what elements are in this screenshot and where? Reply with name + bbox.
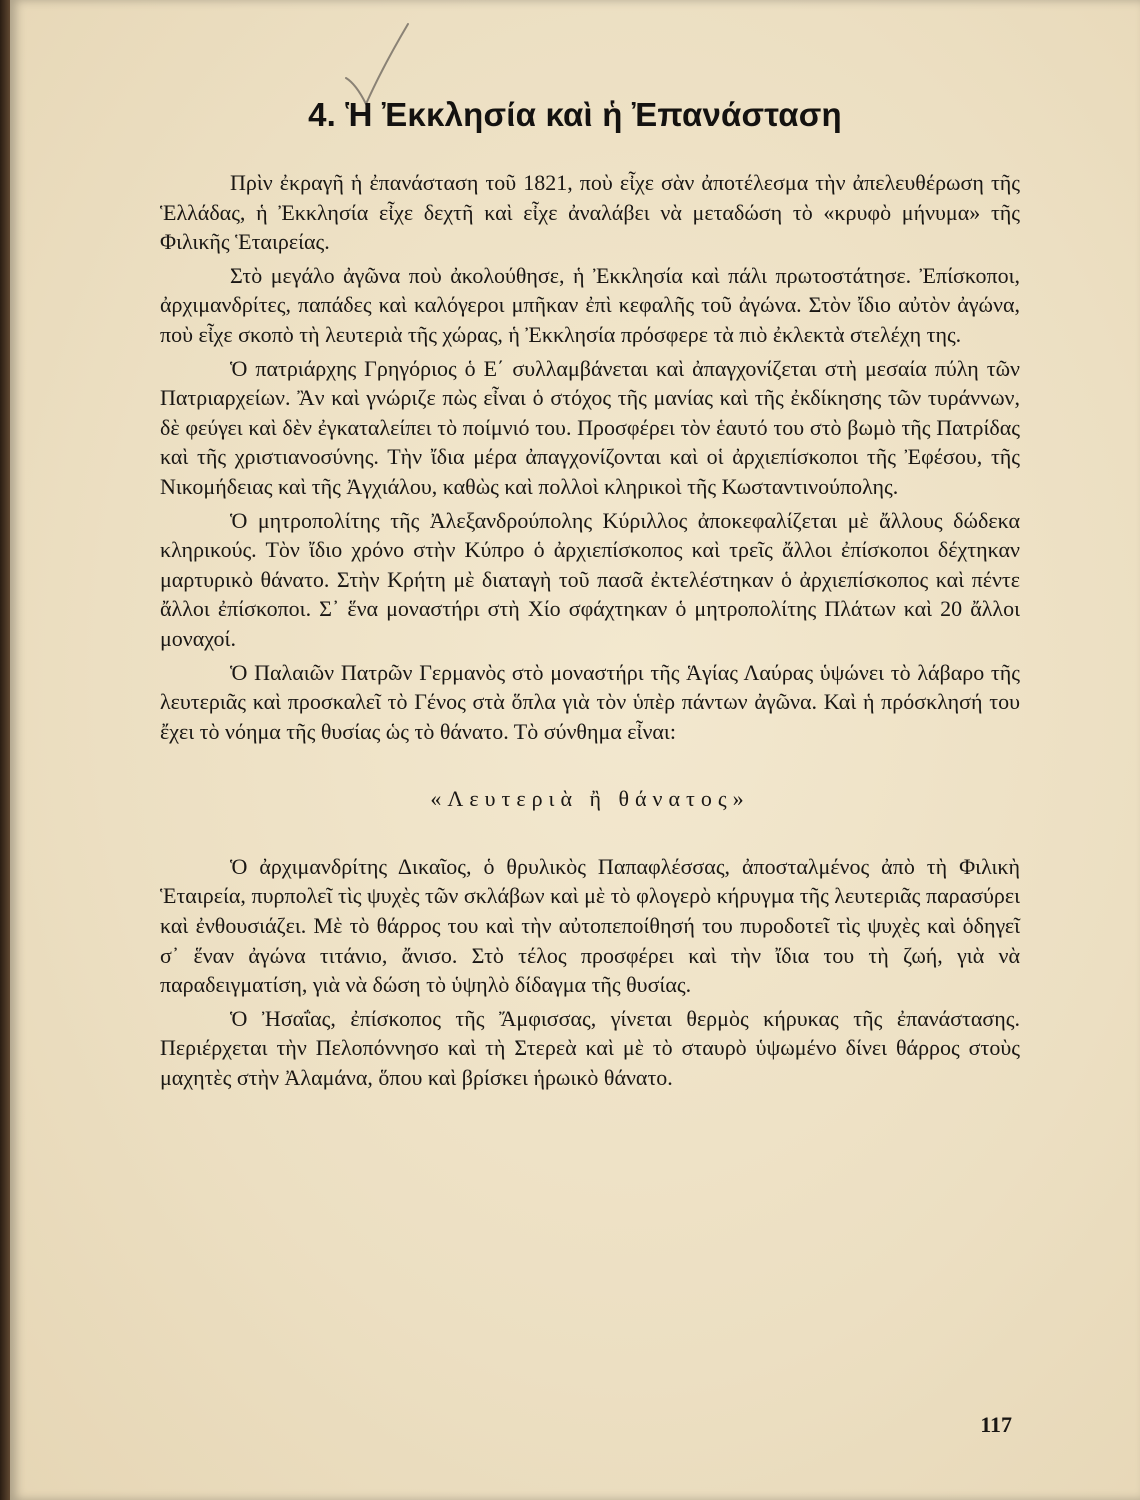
paragraph-7: Ὁ Ἠσαΐας, ἐπίσκοπος τῆς Ἄμφισσας, γίνεται θερμὸς κήρυκας τῆς ἐπανάστασης. Περιέρχεται τὴν Πελοπόννησο καὶ τὴ Στερεὰ καὶ μὲ τὸ σταυρὸ ὑψωμένο δίνει θάρρος στοὺς μαχητὲς στὴν Ἀλαμάνα, ὅπου καὶ βρίσκει ἡρωικὸ θάνατο. xyxy=(160,1005,1020,1091)
motto-line: «Λευτεριὰ ἢ θάνατος» xyxy=(430,786,750,812)
paragraph-4: Ὁ μητροπολίτης τῆς Ἀλεξανδρούπολης Κύριλλος ἀποκεφαλίζεται μὲ ἄλλους δώδεκα κληρικούς. Τὸν ἴδιο χρόνο στὴν Κύπρο ὁ ἀρχιεπίσκοπος καὶ τρεῖς ἄλλοι ἐπίσκοποι δέχτηκαν μαρτυρικὸ θάνατο. Στὴν Κρήτη μὲ διαταγὴ τοῦ πασᾶ ἐκτελέστηκαν ὁ ἀρχιεπίσκοπος καὶ πέντε ἄλλοι ἐπίσκοποι. Σ᾽ ἕνα μοναστήρι στὴ Χίο σφάχτηκαν ὁ μητροπολίτης Πλάτων καὶ 20 ἄλλοι μοναχοί. xyxy=(160,507,1020,651)
paragraph-2: Στὸ μεγάλο ἀγῶνα ποὺ ἀκολούθησε, ἡ Ἐκκλησία καὶ πάλι πρωτοστάτησε. Ἐπίσκοποι, ἀρχιμανδρίτες, παπάδες καὶ καλόγεροι μπῆκαν ἐπὶ κεφαλῆς τοῦ ἀγώνα. Στὸν ἴδιο αὐτὸν ἀγώνα, ποὺ εἶχε σκοπὸ τὴ λευτεριὰ τῆς χώρας, ἡ Ἐκκλησία πρόσφερε τὰ πιὸ ἐκλεκτὰ στελέχη της. xyxy=(160,262,1020,347)
body-text xyxy=(160,168,1020,1097)
paragraph-3: Ὁ πατριάρχης Γρηγόριος ὁ Ε΄ συλλαμβάνεται καὶ ἀπαγχονίζεται στὴ μεσαία πύλη τῶν Πατριαρχείων. Ἂν καὶ γνώριζε πὼς εἶναι ὁ στόχος τῆς μανίας καὶ τῆς ἐκδίκησης τῶν τυράννων, δὲ φεύγει καὶ δὲν ἐγκαταλείπει τὸ ποίμνιό του. Προσφέρει τὸν ἑαυτό του στὸ βωμὸ τῆς Πατρίδας καὶ τῆς χριστιανοσύνης. Τὴν ἴδια μέρα ἀπαγχονίζονται καὶ οἱ ἀρχιεπίσκοποι τῆς Ἐφέσου, τῆς Νικομήδειας καὶ τῆς Ἀγχιάλου, καθὼς καὶ πολλοὶ κληρικοὶ τῆς Κωσταντινούπολης. xyxy=(160,355,1020,499)
paragraph-6: Ὁ ἀρχιμανδρίτης Δικαῖος, ὁ θρυλικὸς Παπαφλέσσας, ἀποσταλμένος ἀπὸ τὴ Φιλικὴ Ἑταιρεία, πυρπολεῖ τὶς ψυχὲς τῶν σκλάβων καὶ μὲ τὸ φλογερὸ κήρυγμα τῆς λευτεριᾶς παρασύρει καὶ ἐνθουσιάζει. Μὲ τὸ θάρρος του καὶ τὴν αὐτοπεποίθησή του πυροδοτεῖ τὶς ψυχὲς καὶ ὁδηγεῖ σ᾽ ἕναν ἀγώνα τιτάνιο, ἄνισο. Στὸ τέλος προσφέρει καὶ τὴν ἴδια του τὴ ζωή, γιὰ νὰ παραδειγματίση, γιὰ νὰ δώση τὸ ὑψηλὸ δίδαγμα τῆς θυσίας. xyxy=(160,853,1020,998)
paragraph-5: Ὁ Παλαιῶν Πατρῶν Γερμανὸς στὸ μοναστήρι τῆς Ἁγίας Λαύρας ὑψώνει τὸ λάβαρο τῆς λευτεριᾶς καὶ προσκαλεῖ τὸ Γένος στὰ ὅπλα γιὰ τὸν ὑπὲρ πάντων ἀγῶνα. Καὶ ἡ πρόσκλησή του ἔχει τὸ νόημα τῆς θυσίας ὡς τὸ θάνατο. Τὸ σύνθημα εἶναι: xyxy=(160,659,1020,744)
page-number: 117 xyxy=(980,1412,1012,1437)
paragraph-1: Πρὶν ἐκραγῆ ἡ ἐπανάσταση τοῦ 1821, ποὺ εἶχε σὰν ἀποτέλεσμα τὴν ἀπελευθέρωση τῆς Ἑλλάδας, ἡ Ἐκκλησία εἶχε δεχτῆ καὶ εἶχε ἀναλάβει νὰ μεταδώση τὸ «κρυφὸ μήνυμα» τῆς Φιλικῆς Ἑταιρείας. xyxy=(160,170,1020,255)
section-title: 4. Ἡ Ἐκκλησία καὶ ἡ Ἐπανάσταση xyxy=(308,96,842,133)
book-page xyxy=(10,0,1140,1500)
